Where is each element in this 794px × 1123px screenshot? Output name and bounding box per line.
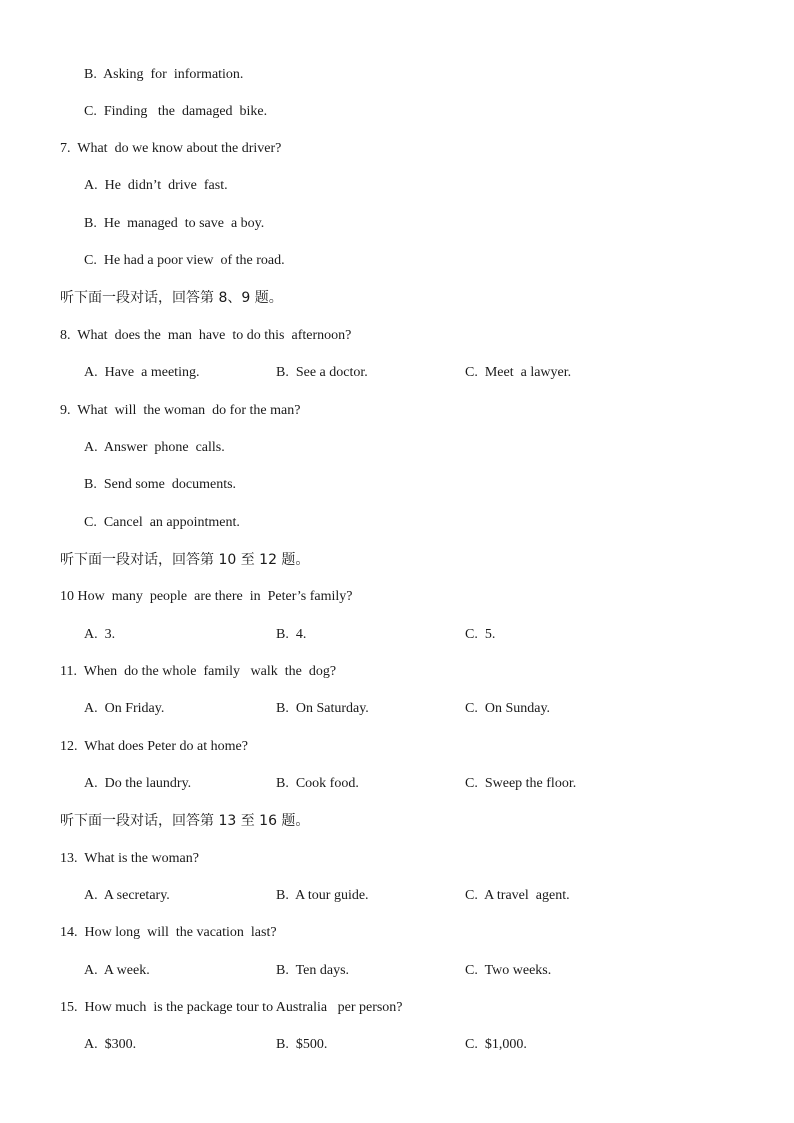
q8-option-a: A. Have a meeting. [84, 365, 200, 380]
q15-question: 15. How much is the package tour to Australia per person? [60, 1000, 403, 1015]
q15-option-a: A. $300. [84, 1037, 137, 1052]
q8-option-b: B. See a doctor. [276, 365, 368, 380]
q12-option-b: B. Cook food. [276, 776, 359, 791]
q13-option-c: C. A travel agent. [465, 888, 570, 903]
q10-option-a: A. 3. [84, 627, 116, 642]
q11-option-b: B. On Saturday. [276, 701, 369, 716]
section-heading-10-12: 听下面一段对话，回答第 10 至 12 题。 [60, 552, 310, 568]
q9-question: 9. What will the woman do for the man? [60, 403, 301, 418]
q7-question: 7. What do we know about the driver? [60, 141, 282, 156]
q7-option-b: B. He managed to save a boy. [84, 216, 265, 231]
q11-option-a: A. On Friday. [84, 701, 165, 716]
q14-question: 14. How long will the vacation last? [60, 925, 277, 940]
q11-option-c: C. On Sunday. [465, 701, 551, 716]
q11-question: 11. When do the whole family walk the dog? [60, 664, 337, 679]
section-heading-8-9: 听下面一段对话，回答第 8、9 题。 [60, 290, 283, 306]
q10-option-b: B. 4. [276, 627, 307, 642]
q7-option-a: A. He didn’t drive fast. [84, 178, 228, 193]
q8-question: 8. What does the man have to do this afternoon? [60, 328, 352, 343]
q13-question: 13. What is the woman? [60, 851, 199, 866]
q9-option-b: B. Send some documents. [84, 477, 237, 492]
section-heading-13-16: 听下面一段对话，回答第 13 至 16 题。 [60, 813, 310, 829]
q13-option-a: A. A secretary. [84, 888, 170, 903]
q13-option-b: B. A tour guide. [276, 888, 369, 903]
q15-option-b: B. $500. [276, 1037, 328, 1052]
q8-option-c: C. Meet a lawyer. [465, 365, 572, 380]
q9-option-a: A. Answer phone calls. [84, 440, 225, 455]
q10-question: 10 How many people are there in Peter’s family? [60, 589, 353, 604]
q6-option-b: B. Asking for information. [84, 67, 244, 82]
q7-option-c: C. He had a poor view of the road. [84, 253, 285, 268]
q14-option-b: B. Ten days. [276, 963, 350, 978]
q6-option-c: C. Finding the damaged bike. [84, 104, 268, 119]
q12-option-a: A. Do the laundry. [84, 776, 192, 791]
q9-option-c: C. Cancel an appointment. [84, 515, 240, 530]
q12-option-c: C. Sweep the floor. [465, 776, 577, 791]
q14-option-a: A. A week. [84, 963, 150, 978]
q10-option-c: C. 5. [465, 627, 496, 642]
q15-option-c: C. $1,000. [465, 1037, 527, 1052]
q12-question: 12. What does Peter do at home? [60, 739, 248, 754]
q14-option-c: C. Two weeks. [465, 963, 552, 978]
